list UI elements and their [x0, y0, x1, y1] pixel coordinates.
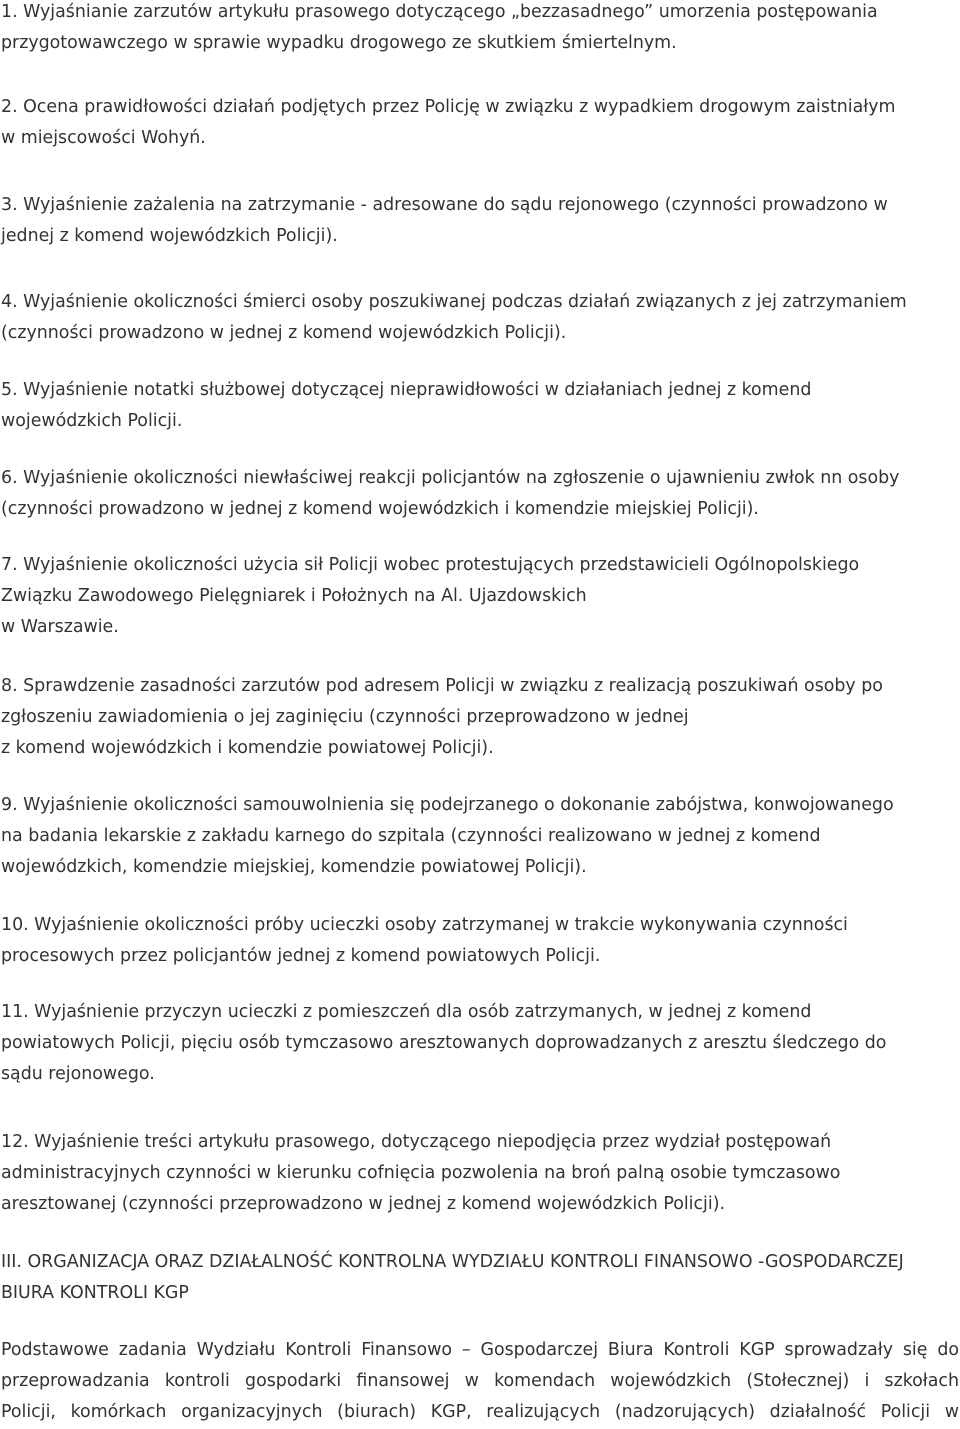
- list-item-line: 2. Ocena prawidłowości działań podjętych przez Policję w związku z wypadkiem drogowym zaistniałym: [1, 97, 896, 117]
- list-item-10: [1, 910, 959, 972]
- list-item-line: 4. Wyjaśnienie okoliczności śmierci osoby poszukiwanej podczas działań związanych z jej zatrzymaniem: [1, 292, 907, 312]
- list-item-line: przygotowawczego w sprawie wypadku drogowego ze skutkiem śmiertelnym.: [1, 33, 677, 53]
- list-item-4: [1, 287, 959, 349]
- section-heading-line: III. ORGANIZACJA ORAZ DZIAŁALNOŚĆ KONTROLNA WYDZIAŁU KONTROLI FINANSOWO -GOSPODARCZEJ: [1, 1252, 904, 1272]
- list-item-line: 9. Wyjaśnienie okoliczności samouwolnienia się podejrzanego o dokonanie zabójstwa, konwojowanego: [1, 795, 894, 815]
- section-heading: [1, 1247, 959, 1309]
- list-item-line: 7. Wyjaśnienie okoliczności użycia sił Policji wobec protestujących przedstawicieli Ogólnopolskiego: [1, 555, 860, 575]
- list-item-line: jednej z komend wojewódzkich Policji).: [1, 226, 338, 246]
- list-item-line: 3. Wyjaśnienie zażalenia na zatrzymanie - adresowane do sądu rejonowego (czynności prowadzono w: [1, 195, 888, 215]
- list-item-line: z komend wojewódzkich i komendzie powiatowej Policji).: [1, 738, 494, 758]
- list-item-11: [1, 997, 959, 1090]
- list-item-12: [1, 1127, 959, 1220]
- list-item-line: w Warszawie.: [1, 617, 119, 637]
- list-item-line: Związku Zawodowego Pielęgniarek i Położnych na Al. Ujazdowskich: [1, 586, 587, 606]
- list-item-line: powiatowych Policji, pięciu osób tymczasowo aresztowanych doprowadzanych z aresztu śledczego do: [1, 1033, 887, 1053]
- list-item-line: w miejscowości Wohyń.: [1, 128, 206, 148]
- list-item-8: [1, 671, 959, 764]
- list-item-line: aresztowanej (czynności przeprowadzono w jednej z komend wojewódzkich Policji).: [1, 1194, 726, 1214]
- list-item-2: [1, 92, 959, 154]
- list-item-line: 6. Wyjaśnienie okoliczności niewłaściwej reakcji policjantów na zgłoszenie o ujawnieniu zwłok nn osoby: [1, 468, 900, 488]
- paragraph-line: Podstawowe zadania Wydziału Kontroli Finansowo – Gospodarczej Biura Kontroli KGP sprowadzały się do: [1, 1340, 959, 1360]
- list-item-line: 12. Wyjaśnienie treści artykułu prasowego, dotyczącego niepodjęcia przez wydział postępowań: [1, 1132, 832, 1152]
- list-item-line: 8. Sprawdzenie zasadności zarzutów pod adresem Policji w związku z realizacją poszukiwań osoby po: [1, 676, 883, 696]
- list-item-9: [1, 790, 959, 883]
- list-item-line: wojewódzkich Policji.: [1, 411, 183, 431]
- list-item-1: [1, 0, 959, 59]
- list-item-line: procesowych przez policjantów jednej z komend powiatowych Policji.: [1, 946, 601, 966]
- list-item-line: 10. Wyjaśnienie okoliczności próby ucieczki osoby zatrzymanej w trakcie wykonywania czynności: [1, 915, 848, 935]
- list-item-3: [1, 190, 959, 252]
- list-item-line: (czynności prowadzono w jednej z komend wojewódzkich Policji).: [1, 323, 567, 343]
- list-item-line: wojewódzkich, komendzie miejskiej, komendzie powiatowej Policji).: [1, 857, 587, 877]
- paragraph-line: Policji, komórkach organizacyjnych (biurach) KGP, realizujących (nadzorujących) działalność Policji w: [1, 1402, 959, 1422]
- list-item-line: sądu rejonowego.: [1, 1064, 155, 1084]
- list-item-line: na badania lekarskie z zakładu karnego do szpitala (czynności realizowano w jednej z komend: [1, 826, 821, 846]
- list-item-line: zgłoszeniu zawiadomienia o jej zaginięciu (czynności przeprowadzono w jednej: [1, 707, 689, 727]
- list-item-line: administracyjnych czynności w kierunku cofnięcia pozwolenia na broń palną osobie tymczasowo: [1, 1163, 841, 1183]
- section-paragraph: [1, 1335, 959, 1428]
- paragraph-line: przeprowadzania kontroli gospodarki finansowej w komendach wojewódzkich (Stołecznej) i szkołach: [1, 1371, 959, 1391]
- section-heading-line: BIURA KONTROLI KGP: [1, 1283, 189, 1303]
- list-item-line: 5. Wyjaśnienie notatki służbowej dotyczącej nieprawidłowości w działaniach jednej z komend: [1, 380, 812, 400]
- list-item-5: [1, 375, 959, 437]
- list-item-line: 1. Wyjaśnianie zarzutów artykułu prasowego dotyczącego „bezzasadnego” umorzenia postępowania: [1, 2, 878, 22]
- list-item-line: (czynności prowadzono w jednej z komend wojewódzkich i komendzie miejskiej Policji).: [1, 499, 759, 519]
- list-item-6: [1, 463, 959, 525]
- list-item-7: [1, 550, 959, 643]
- list-item-line: 11. Wyjaśnienie przyczyn ucieczki z pomieszczeń dla osób zatrzymanych, w jednej z komend: [1, 1002, 812, 1022]
